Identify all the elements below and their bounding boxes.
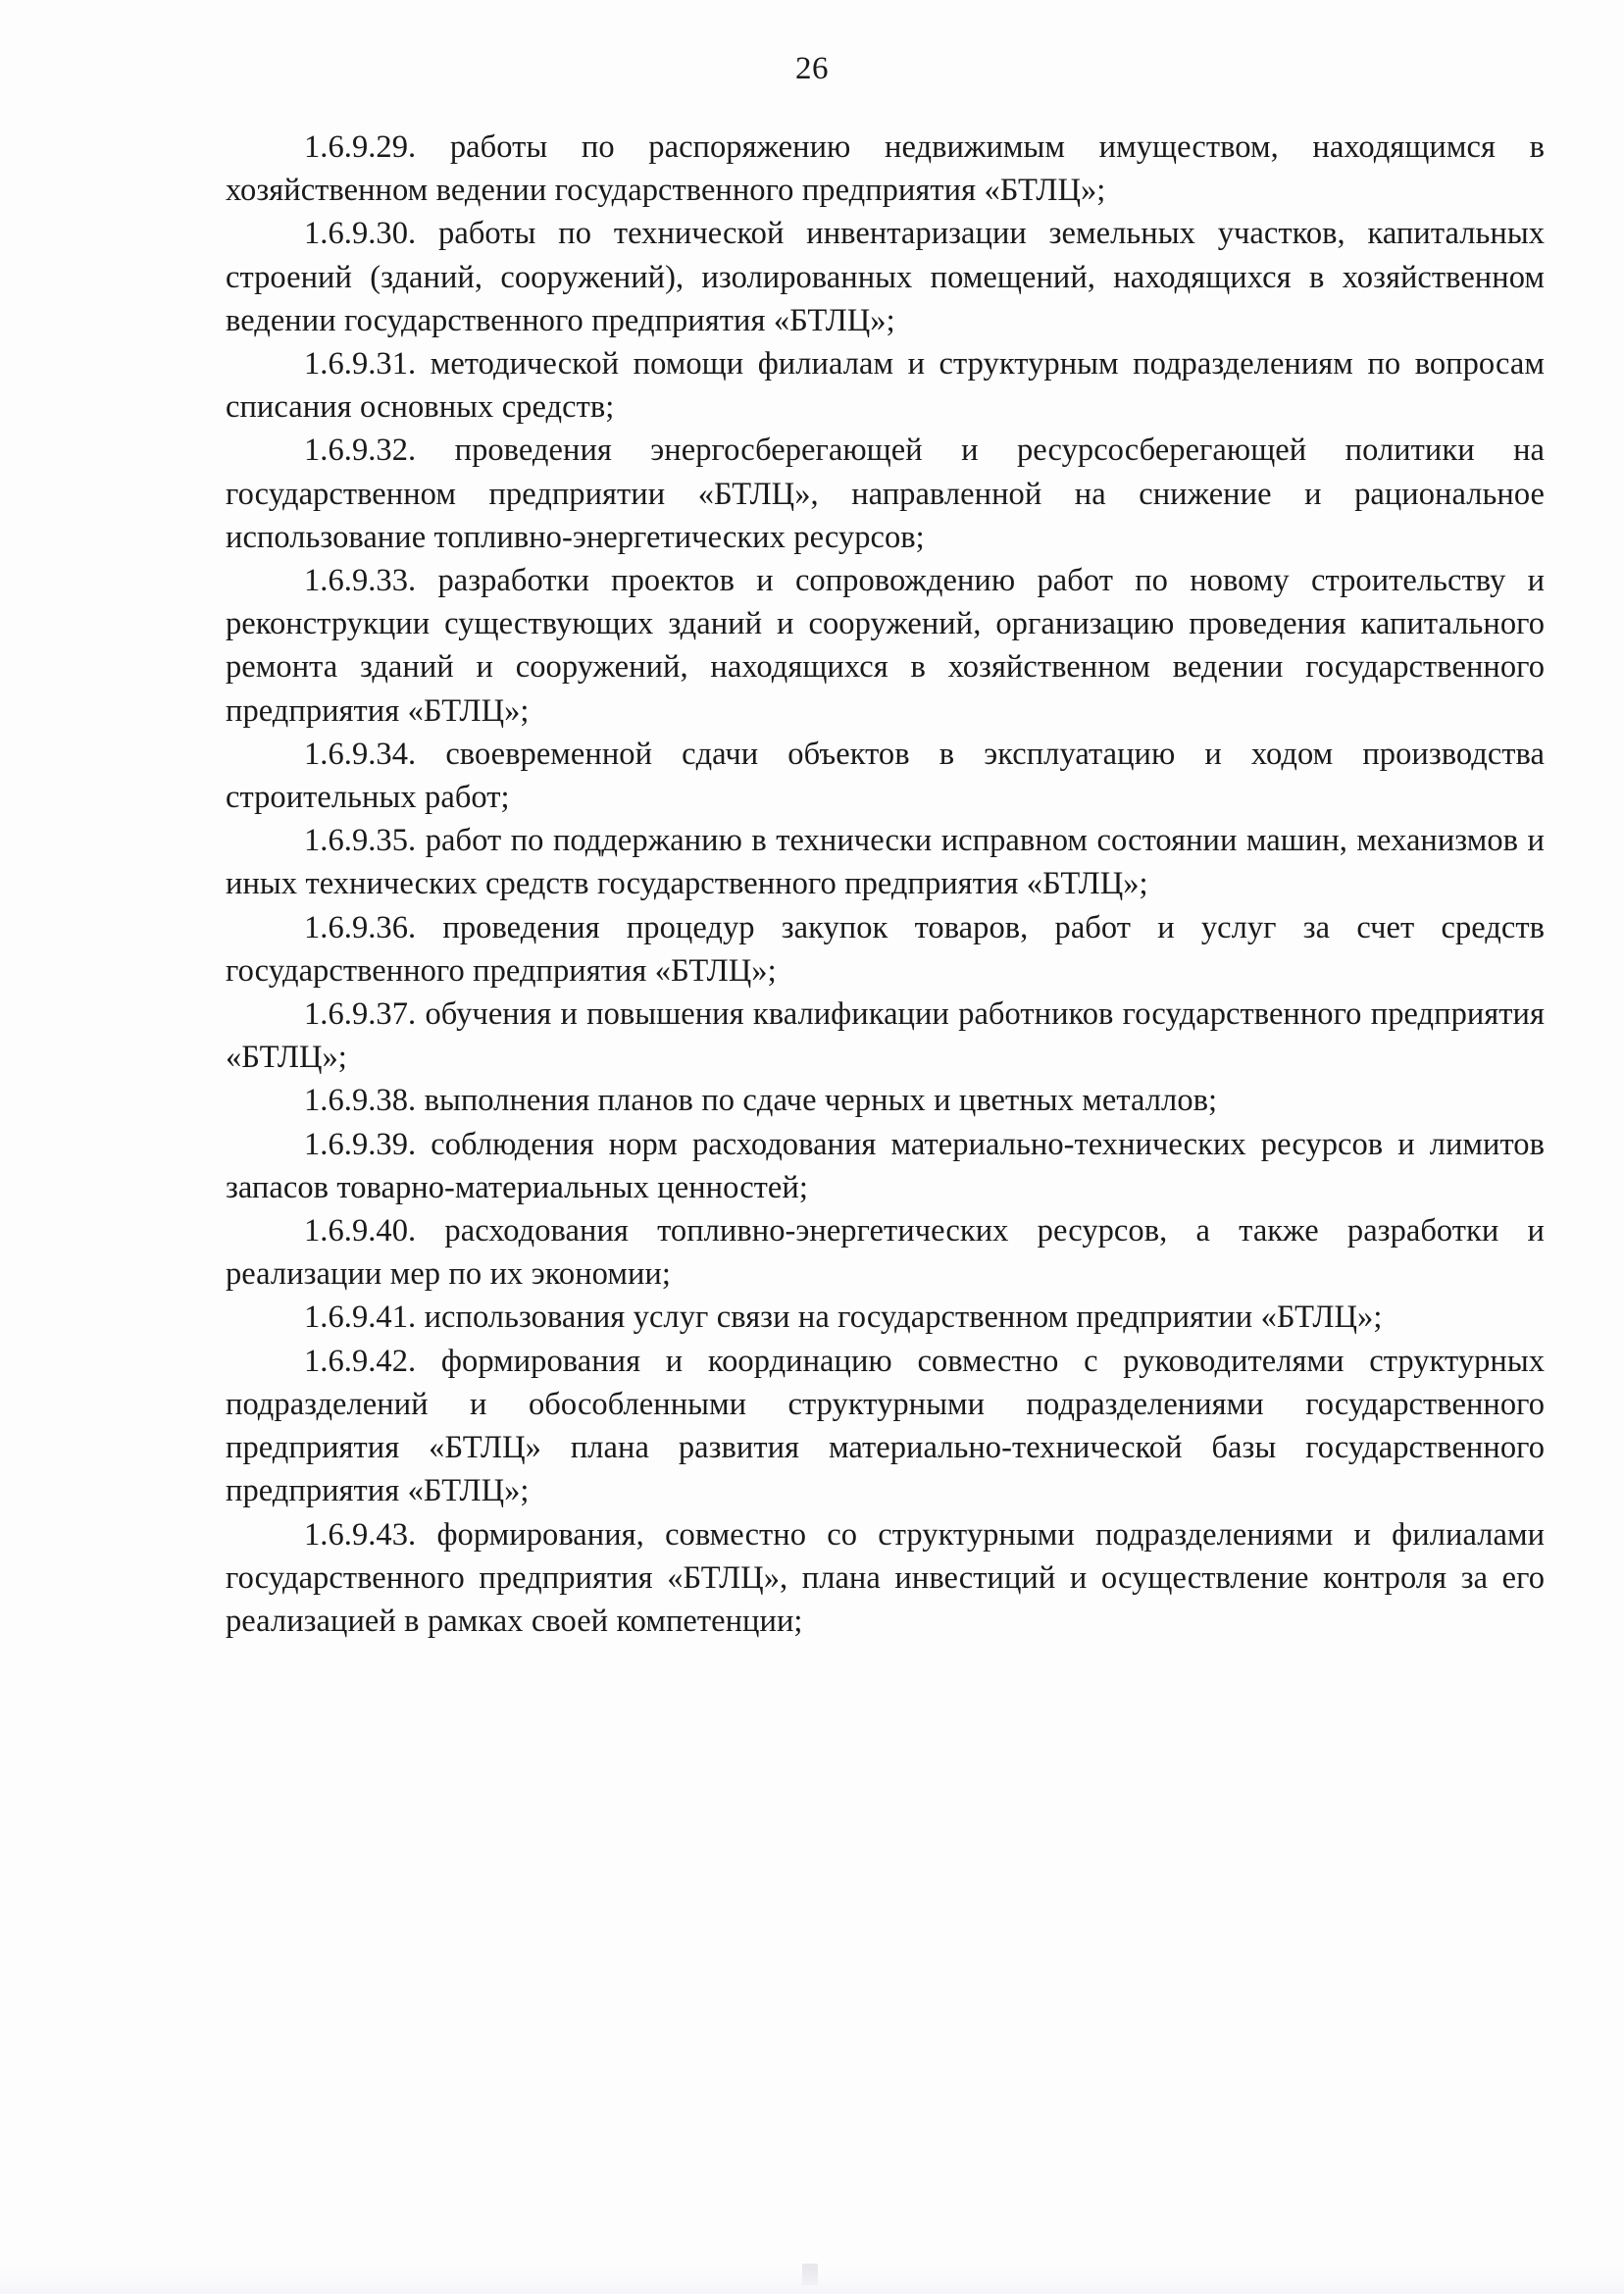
clause-text: соблюдения норм расходования материально-технических ресурсов и лимитов запасов товарно-материальных ценностей; [226,1126,1545,1205]
clause-number: 1.6.9.29. [304,129,417,165]
clause-text: выполнения планов по сдаче черных и цветных металлов; [424,1083,1218,1119]
clause-text: разработки проектов и сопровождению работ по новому строительству и реконструкции существующих зданий и сооружений, организацию проведения капитального ремонта зданий и сооружений, находящихся в хозяйственном ведении государственного предприятия «БТЛЦ»; [226,563,1546,729]
document-body [226,126,1545,1643]
clause-text: формирования и координацию совместно с руководителями структурных подразделений и обособленными структурными подразделениями государственного предприятия «БТЛЦ» плана развития материально-технической базы государственного предприятия «БТЛЦ»; [226,1343,1546,1509]
clause-paragraph [226,559,1545,733]
clause-text: использования услуг связи на государственном предприятии «БТЛЦ»; [424,1300,1383,1336]
clause-number: 1.6.9.39. [304,1126,417,1162]
clause-paragraph [226,906,1545,993]
clause-number: 1.6.9.30. [304,216,417,252]
clause-number: 1.6.9.37. [304,996,417,1033]
clause-paragraph [226,993,1545,1079]
clause-text: проведения процедур закупок товаров, работ и услуг за счет средств государственного предприятия «БТЛЦ»; [226,909,1546,989]
clause-number: 1.6.9.42. [304,1343,417,1379]
clause-number: 1.6.9.35. [304,823,417,859]
clause-text: методической помощи филиалам и структурным подразделениям по вопросам списания основных средств; [226,346,1545,426]
clause-text: расходования топливно-энергетических ресурсов, а также разработки и реализации мер по их экономии; [226,1213,1545,1293]
clause-paragraph [226,733,1545,819]
clause-paragraph [226,1340,1545,1513]
clause-text: обучения и повышения квалификации работников государственного предприятия «БТЛЦ»; [226,996,1545,1076]
clause-paragraph [226,1296,1545,1339]
scan-bottom-edge [0,2269,1624,2294]
clause-number: 1.6.9.38. [304,1083,417,1119]
clause-paragraph [226,1079,1545,1122]
clause-number: 1.6.9.40. [304,1213,417,1249]
clause-text: работы по технической инвентаризации земельных участков, капитальных строений (зданий, сооружений), изолированных помещений, находящихся в хозяйственном ведении государственного предприятия «БТЛЦ»; [226,216,1545,338]
clause-number: 1.6.9.32. [304,433,417,469]
clause-text: формирования, совместно со структурными подразделениями и филиалами государственного предприятия «БТЛЦ», плана инвестиций и осуществление контроля за его реализацией в рамках своей компетенции; [226,1516,1546,1639]
clause-paragraph [226,429,1545,559]
page-number: 26 [795,51,829,86]
clause-text: проведения энергосберегающей и ресурсосберегающей политики на государственном предприятии «БТЛЦ», направленной на снижение и рациональное использование топливно-энергетических ресурсов; [226,433,1546,555]
clause-number: 1.6.9.41. [304,1300,417,1336]
clause-number: 1.6.9.36. [304,909,417,945]
clause-paragraph [226,342,1545,429]
clause-number: 1.6.9.33. [304,563,417,599]
clause-number: 1.6.9.31. [304,346,417,382]
clause-number: 1.6.9.43. [304,1516,417,1553]
clause-paragraph [226,1513,1545,1644]
clause-text: работы по распоряжению недвижимым имуществом, находящимся в хозяйственном ведении государственного предприятия «БТЛЦ»; [226,129,1545,209]
clause-paragraph [226,1123,1545,1209]
clause-paragraph [226,126,1545,212]
scan-artifact-speck [802,2264,818,2285]
clause-text: своевременной сдачи объектов в эксплуатацию и ходом производства строительных работ; [226,736,1546,816]
clause-number: 1.6.9.34. [304,736,417,772]
clause-paragraph [226,819,1545,905]
clause-text: работ по поддержанию в технически исправном состоянии машин, механизмов и иных технических средств государственного предприятия «БТЛЦ»; [226,823,1545,902]
clause-paragraph [226,212,1545,342]
clause-paragraph [226,1209,1545,1296]
